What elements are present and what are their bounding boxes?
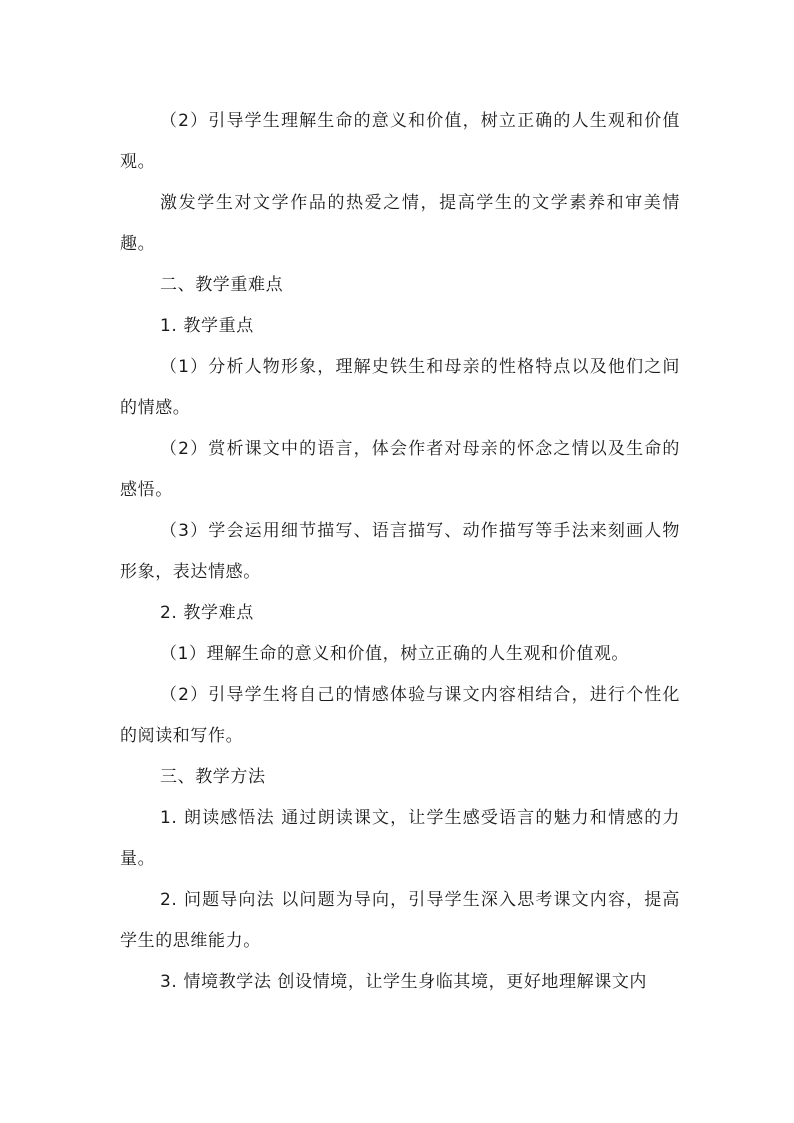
heading-key-difficult-points: 二、教学重难点 xyxy=(160,275,284,295)
paragraph-goal-2: （2）引导学生理解生命的意义和价值，树立正确的人生观和价值观。 xyxy=(120,111,680,172)
heading-teaching-methods: 三、教学方法 xyxy=(160,767,266,787)
subheading-difficult-points: 2. 教学难点 xyxy=(160,603,254,623)
paragraph-difficult-point-1: （1）理解生命的意义和价值，树立正确的人生观和价值观。 xyxy=(160,644,630,664)
paragraph-difficult-point-2: （2）引导学生将自己的情感体验与课文内容相结合，进行个性化的阅读和写作。 xyxy=(120,685,680,746)
paragraph-key-point-3: （3）学会运用细节描写、语言描写、动作描写等手法来刻画人物形象，表达情感。 xyxy=(120,521,680,582)
paragraph-method-question: 2. 问题导向法 以问题为导向，引导学生深入思考课文内容，提高学生的思维能力。 xyxy=(120,890,680,951)
paragraph-key-point-1: （1）分析人物形象，理解史铁生和母亲的性格特点以及他们之间的情感。 xyxy=(120,357,680,418)
paragraph-method-reading: 1. 朗读感悟法 通过朗读课文，让学生感受语言的魅力和情感的力量。 xyxy=(120,808,680,869)
subheading-key-points: 1. 教学重点 xyxy=(160,316,254,336)
paragraph-method-situation: 3. 情境教学法 创设情境，让学生身临其境，更好地理解课文内 xyxy=(160,972,648,992)
paragraph-goal-3: 激发学生对文学作品的热爱之情，提高学生的文学素养和审美情趣。 xyxy=(120,193,680,254)
document-body xyxy=(120,101,680,1003)
paragraph-key-point-2: （2）赏析课文中的语言，体会作者对母亲的怀念之情以及生命的感悟。 xyxy=(120,439,680,500)
